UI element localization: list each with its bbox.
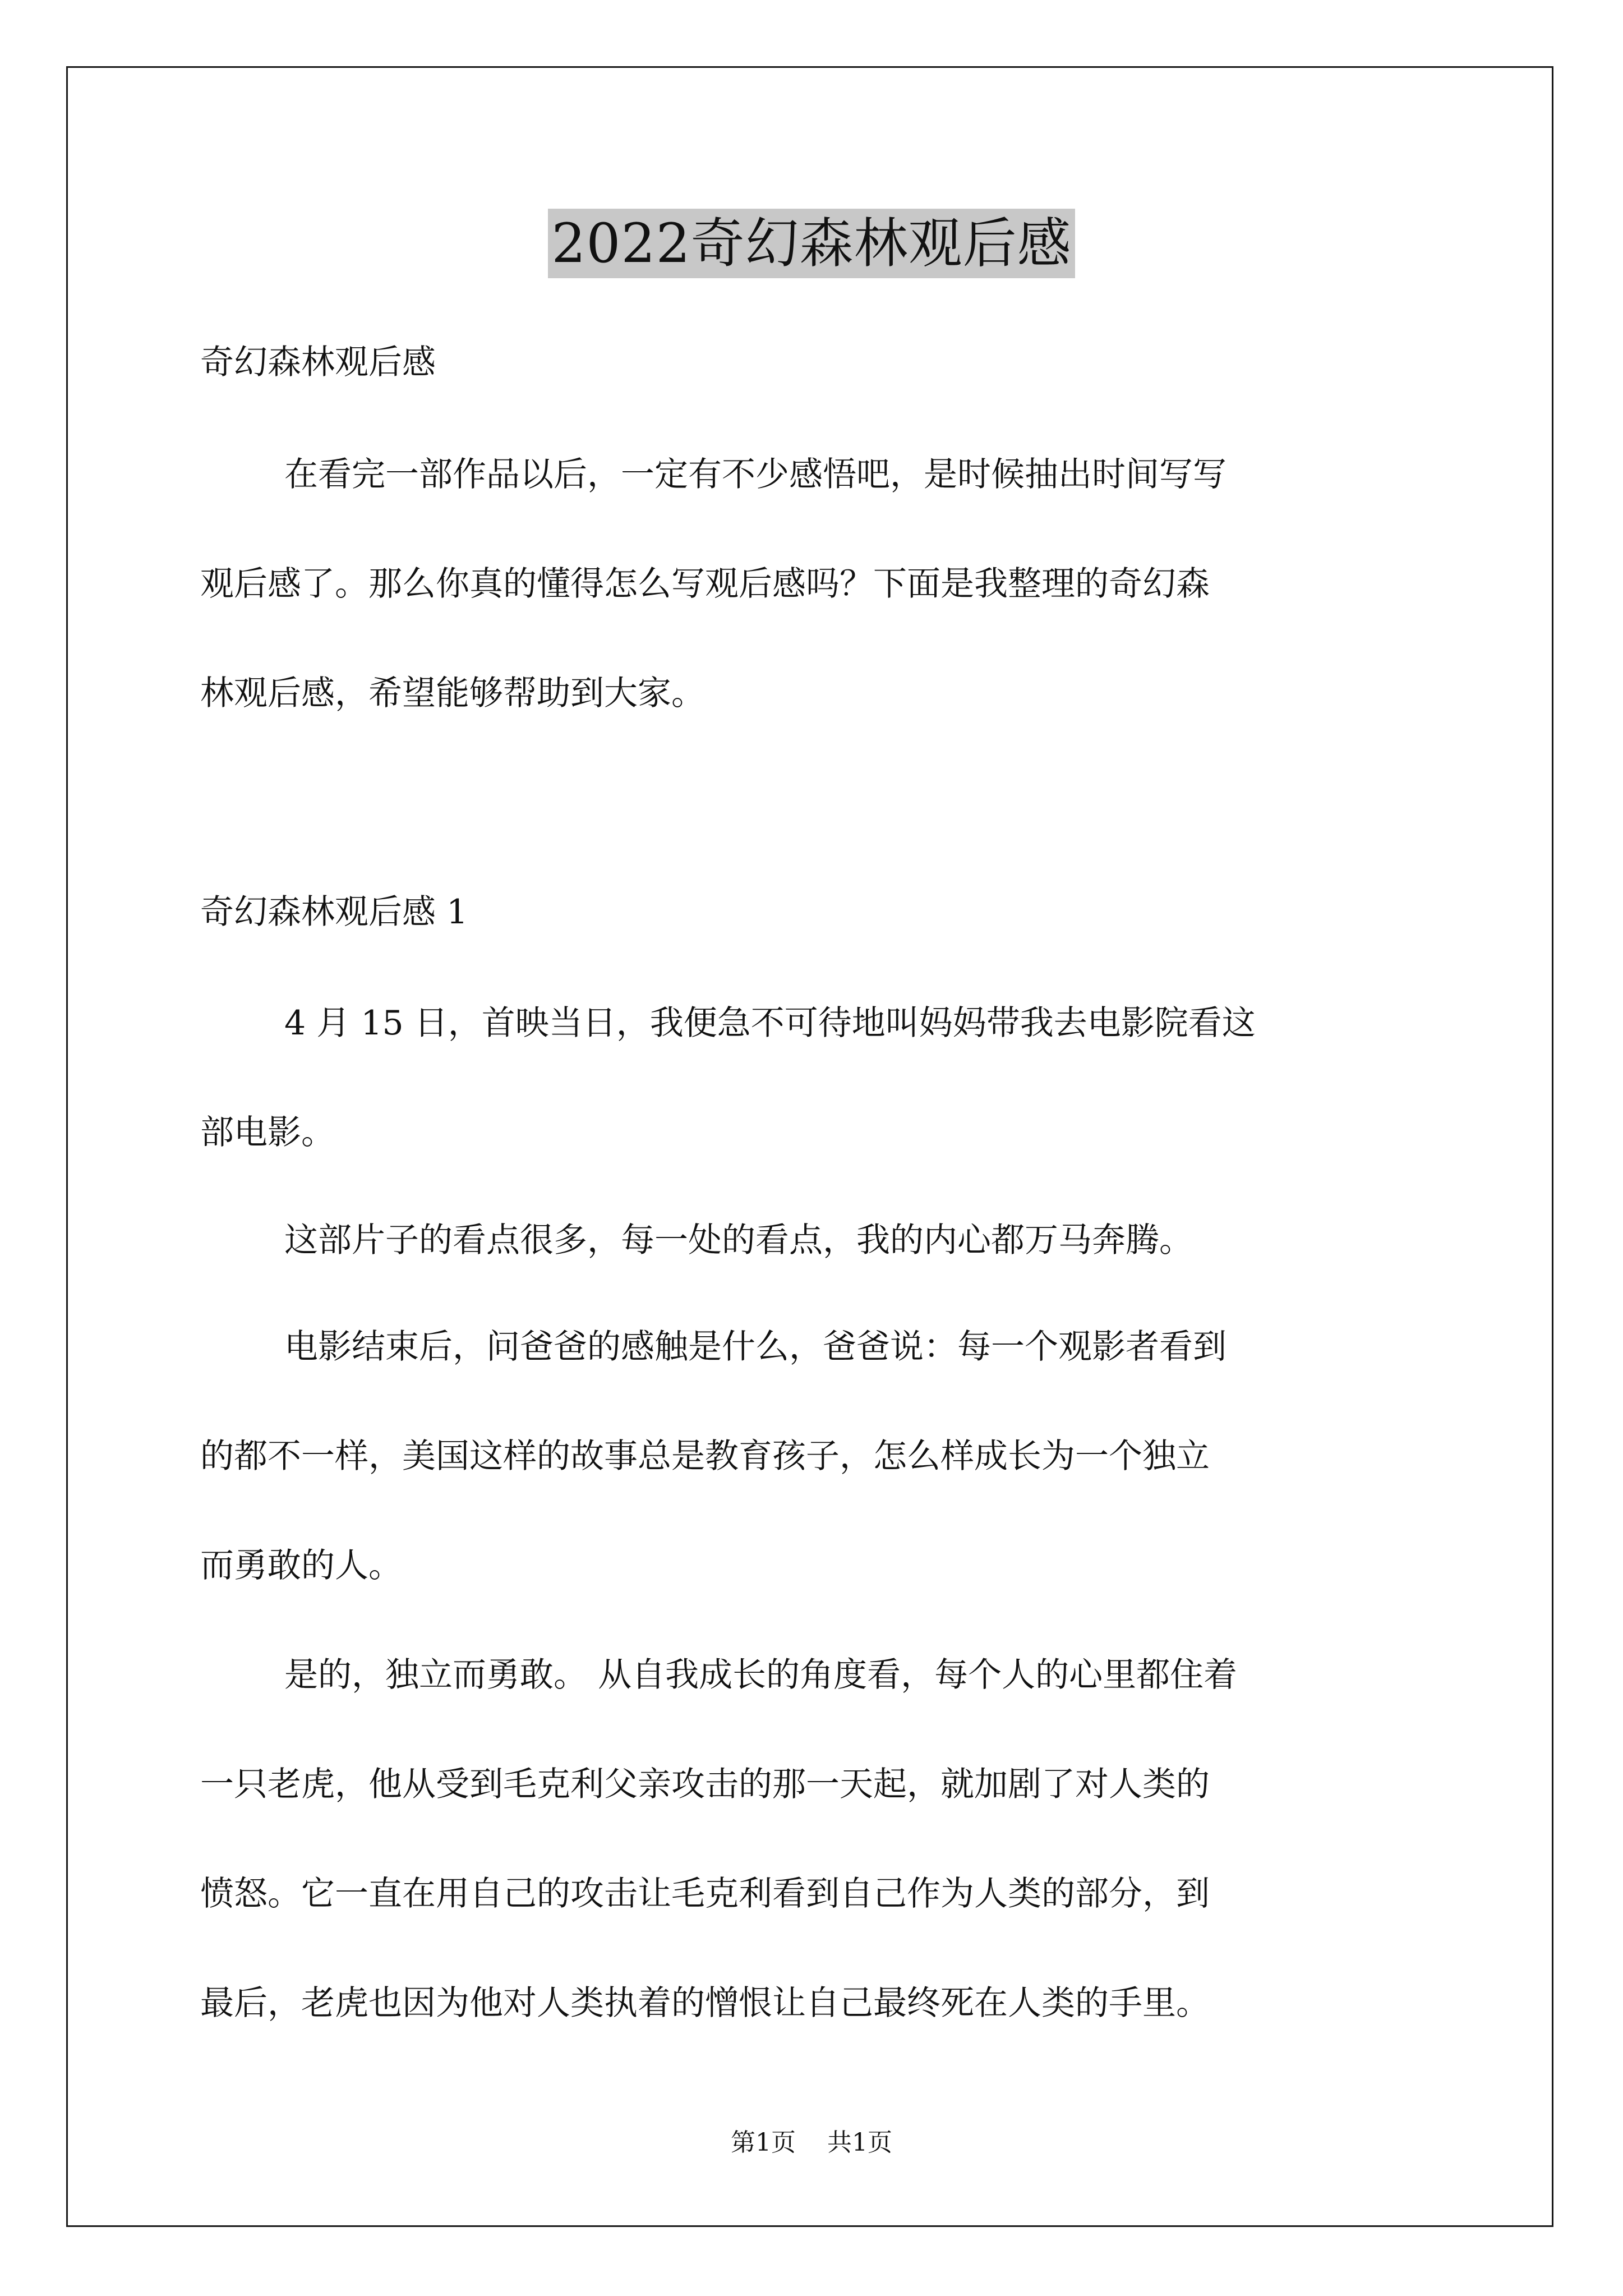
page-number: 第1页 [731,2128,796,2157]
page-total: 共1页 [827,2128,892,2157]
subtitle: 奇幻森林观后感 [200,343,436,382]
para3-line-3: 而勇敢的人。 [200,1546,402,1585]
intro-line-2: 观后感了。那么你真的懂得怎么写观后感吗？下面是我整理的奇幻森 [200,564,1210,604]
para3-line-1: 电影结束后，问爸爸的感触是什么，爸爸说：每一个观影者看到 [284,1327,1227,1366]
para4-line-4: 最后，老虎也因为他对人类执着的憎恨让自己最终死在人类的手里。 [200,1984,1210,2023]
para2-line-1: 这部片子的看点很多，每一处的看点，我的内心都万马奔腾。 [284,1221,1193,1260]
para4-line-1: 是的，独立而勇敢。 从自我成长的角度看，每个人的心里都住着 [284,1655,1238,1695]
intro-line-3: 林观后感，希望能够帮助到大家。 [200,674,705,713]
title-container [0,209,1623,278]
para4-line-3: 愤怒。它一直在用自己的攻击让毛克利看到自己作为人类的部分，到 [200,1874,1210,1913]
para4-line-2: 一只老虎，他从受到毛克利父亲攻击的那一天起，就加剧了对人类的 [200,1765,1210,1804]
intro-line-1: 在看完一部作品以后，一定有不少感悟吧，是时候抽出时间写写 [284,455,1227,494]
para3-line-2: 的都不一样，美国这样的故事总是教育孩子，怎么样成长为一个独立 [200,1437,1210,1476]
section-heading: 奇幻森林观后感 1 [200,892,468,932]
para1-line-1: 4 月 15 日，首映当日，我便急不可待地叫妈妈带我去电影院看这 [284,1004,1256,1043]
page-footer [0,2127,1623,2159]
para1-line-2: 部电影。 [200,1113,335,1152]
document-title: 2022奇幻森林观后感 [548,209,1075,278]
